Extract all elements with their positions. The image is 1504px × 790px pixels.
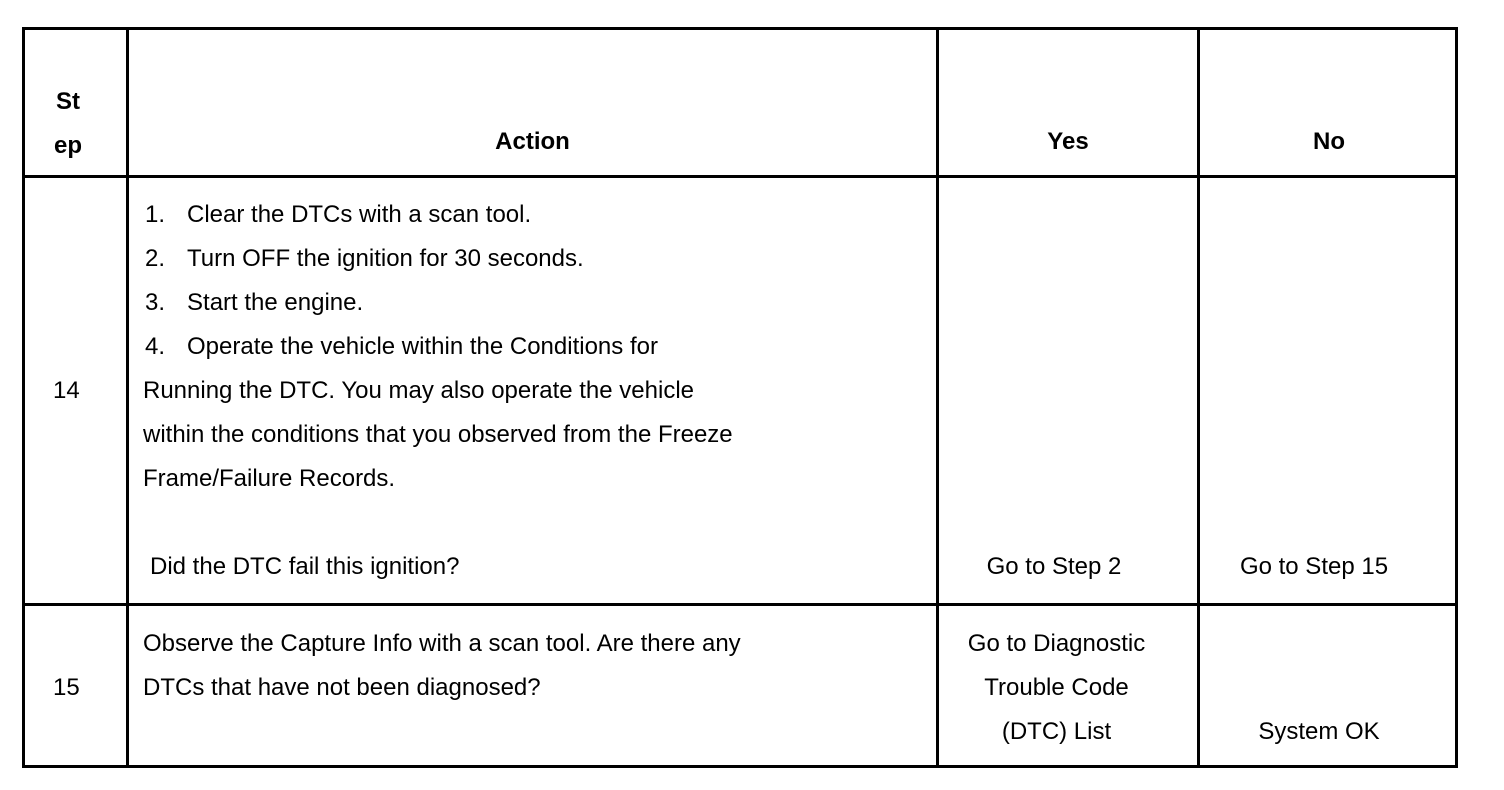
no-result: System OK (1258, 718, 1380, 745)
action-continuation-line: within the conditions that you observed from the Freeze (143, 421, 733, 448)
yes-result-line: Go to Diagnostic (967, 630, 1146, 657)
row-divider (25, 603, 1455, 606)
diagnostic-table (22, 27, 1458, 768)
header-action: Action (495, 128, 570, 155)
action-continuation-line: Running the DTC. You may also operate the vehicle (143, 377, 695, 404)
yes-result-line: (DTC) List (1001, 718, 1112, 745)
action-line: DTCs that have not been diagnosed? (143, 674, 541, 701)
action-step-2: 2. Turn OFF the ignition for 30 seconds. (145, 245, 584, 272)
row-divider (25, 175, 1455, 178)
action-continuation-line: Frame/Failure Records. (143, 465, 396, 492)
header-yes: Yes (1047, 128, 1089, 155)
action-step-3: 3. Start the engine. (145, 289, 364, 316)
header-no: No (1313, 128, 1345, 155)
step-number: 14 (53, 377, 80, 404)
action-step-1: 1. Clear the DTCs with a scan tool. (145, 201, 532, 228)
action-question: Did the DTC fail this ignition? (150, 553, 460, 580)
yes-result-line: Trouble Code (984, 674, 1129, 701)
action-step-4: 4. Operate the vehicle within the Conditions for (145, 333, 658, 360)
step-number: 15 (53, 674, 80, 701)
header-step: St ep (53, 88, 82, 159)
yes-result: Go to Step 2 (986, 553, 1122, 580)
action-line: Observe the Capture Info with a scan tool. Are there any (143, 630, 741, 657)
no-result: Go to Step 15 (1239, 553, 1389, 580)
